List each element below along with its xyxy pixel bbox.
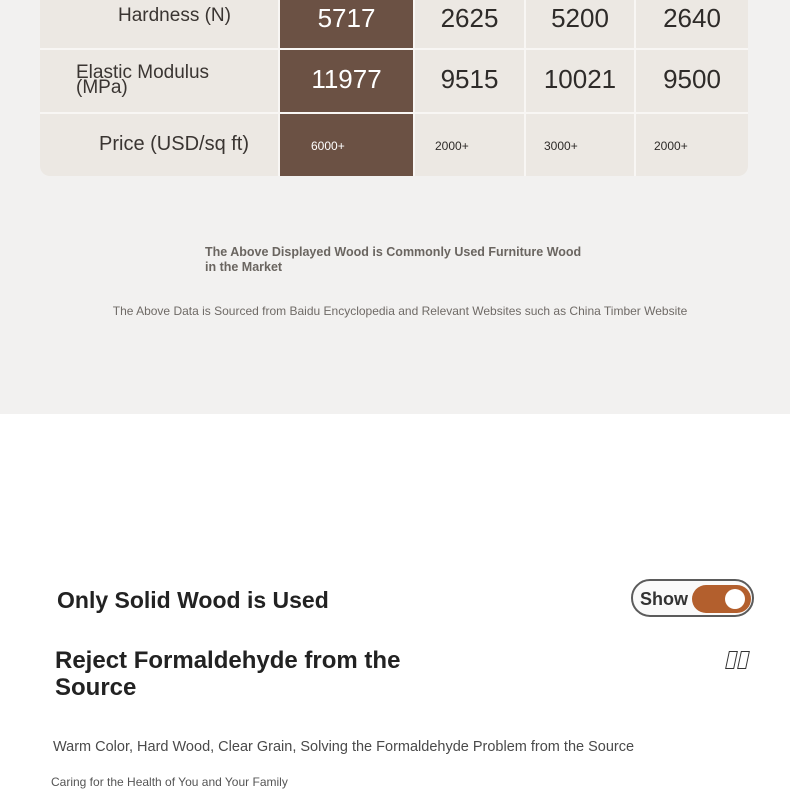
- section-subtitle: Reject Formaldehyde from the Source: [55, 647, 401, 701]
- table-cell: 9500: [663, 64, 721, 94]
- note-common-wood: The Above Displayed Wood is Commonly Used Furniture Wood in the Market: [205, 245, 582, 274]
- table-cell: 2000+: [654, 139, 688, 153]
- section-caption: Caring for the Health of You and Your Family: [51, 775, 288, 789]
- table-cell: 2625: [440, 3, 499, 33]
- row-label: Elastic Modulus (MPa): [76, 62, 210, 98]
- row-label: Price (USD/sq ft): [99, 133, 250, 155]
- table-row: [40, 114, 748, 176]
- table-cell: 5200: [551, 3, 609, 33]
- table-cell: 9515: [440, 64, 499, 94]
- note-data-source: The Above Data is Sourced from Baidu Encyclopedia and Relevant Websites such as China Timber Website: [112, 304, 688, 318]
- column-divider: [524, 0, 526, 176]
- table-cell: 3000+: [544, 139, 578, 153]
- toggle-track[interactable]: [692, 585, 751, 613]
- table-row: [40, 0, 748, 48]
- table-cell: 11977: [280, 50, 413, 112]
- column-divider: [634, 0, 636, 176]
- section-description: Warm Color, Hard Wood, Clear Grain, Solving the Formaldehyde Problem from the Source: [53, 739, 635, 755]
- table-cell: 5717: [280, 0, 413, 48]
- wood-comparison-table: [40, 0, 748, 176]
- table-cell: 10021: [543, 64, 617, 94]
- pause-icon[interactable]: [724, 651, 750, 671]
- toggle-label: Show: [640, 589, 688, 609]
- section-title: Only Solid Wood is Used: [57, 587, 329, 613]
- table-cell: 6000+: [280, 114, 413, 176]
- table-row: [40, 50, 748, 112]
- show-toggle[interactable]: [631, 579, 754, 617]
- column-divider: [278, 0, 280, 176]
- toggle-knob[interactable]: [725, 589, 745, 609]
- column-divider: [413, 0, 415, 176]
- row-label: Hardness (N): [118, 5, 231, 26]
- table-cell: 2000+: [435, 139, 469, 153]
- table-cell: 2640: [663, 3, 721, 33]
